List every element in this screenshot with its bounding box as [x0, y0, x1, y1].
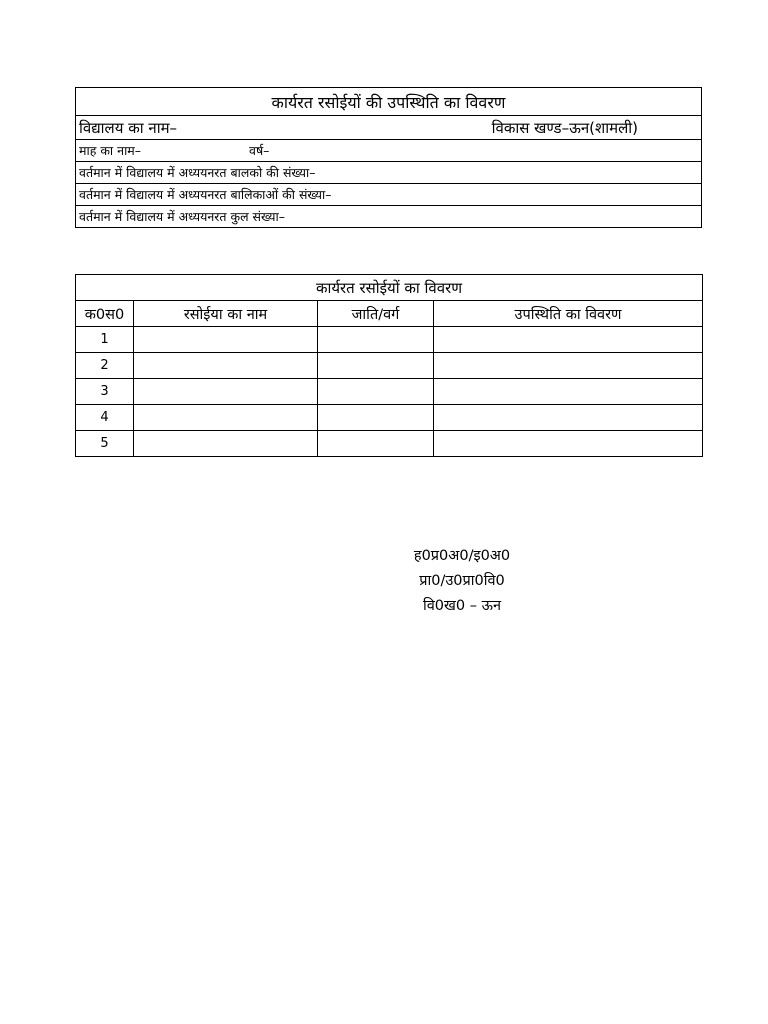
cook-name-cell [134, 379, 318, 405]
signature-line-block: वि0ख0 – ऊन [422, 598, 502, 614]
info-table-title: कार्यरत रसोईयों की उपस्थिति का विवरण [76, 88, 702, 116]
signature-line-school-type: प्रा0/उ0प्रा0वि0 [419, 573, 505, 589]
cook-header-row [76, 301, 703, 327]
school-name-label: विद्यालय का नाम– [79, 118, 178, 137]
cook-details-table [75, 274, 703, 457]
table-row [76, 353, 703, 379]
total-count-row [76, 206, 702, 228]
year-label: वर्ष– [249, 143, 270, 158]
school-info-table [75, 87, 702, 228]
caste-category-cell [318, 379, 434, 405]
block-label: विकास खण्ड–ऊन(शामली) [491, 118, 638, 137]
serial-cell: 1 [76, 327, 134, 353]
attendance-cell [434, 379, 703, 405]
info-title-row [76, 88, 702, 116]
table-row [76, 379, 703, 405]
cook-name-cell [134, 405, 318, 431]
caste-category-cell [318, 405, 434, 431]
month-cell [76, 140, 702, 162]
caste-category-cell [318, 327, 434, 353]
attendance-cell [434, 327, 703, 353]
header-caste-category: जाति/वर्ग [318, 301, 434, 327]
total-count-label: वर्तमान में विद्यालय में अध्ययनरत कुल संख्या– [76, 206, 702, 228]
month-row [76, 140, 702, 162]
school-name-row [76, 116, 702, 140]
month-label: माह का नाम– [79, 143, 142, 158]
caste-category-cell [318, 353, 434, 379]
boys-count-row [76, 162, 702, 184]
girls-count-label: वर्तमान में विद्यालय में अध्ययनरत बालिकाओं की संख्या– [76, 184, 702, 206]
girls-count-row [76, 184, 702, 206]
caste-category-cell [318, 431, 434, 457]
serial-cell: 3 [76, 379, 134, 405]
cook-name-cell [134, 327, 318, 353]
attendance-cell [434, 431, 703, 457]
serial-cell: 5 [76, 431, 134, 457]
cook-table-title: कार्यरत रसोईयों का विवरण [76, 275, 703, 301]
serial-cell: 2 [76, 353, 134, 379]
attendance-cell [434, 405, 703, 431]
header-attendance-details: उपस्थिति का विवरण [434, 301, 703, 327]
cook-name-cell [134, 431, 318, 457]
table-row [76, 405, 703, 431]
serial-cell: 4 [76, 405, 134, 431]
signature-block [372, 544, 552, 619]
cook-title-row [76, 275, 703, 301]
header-cook-name: रसोईया का नाम [134, 301, 318, 327]
header-serial: क0स0 [76, 301, 134, 327]
cook-name-cell [134, 353, 318, 379]
signature-line-headmaster: ह0प्र0अ0/इ0अ0 [413, 548, 511, 564]
school-name-cell [76, 116, 702, 140]
attendance-cell [434, 353, 703, 379]
table-row [76, 431, 703, 457]
table-row [76, 327, 703, 353]
boys-count-label: वर्तमान में विद्यालय में अध्ययनरत बालको की संख्या– [76, 162, 702, 184]
